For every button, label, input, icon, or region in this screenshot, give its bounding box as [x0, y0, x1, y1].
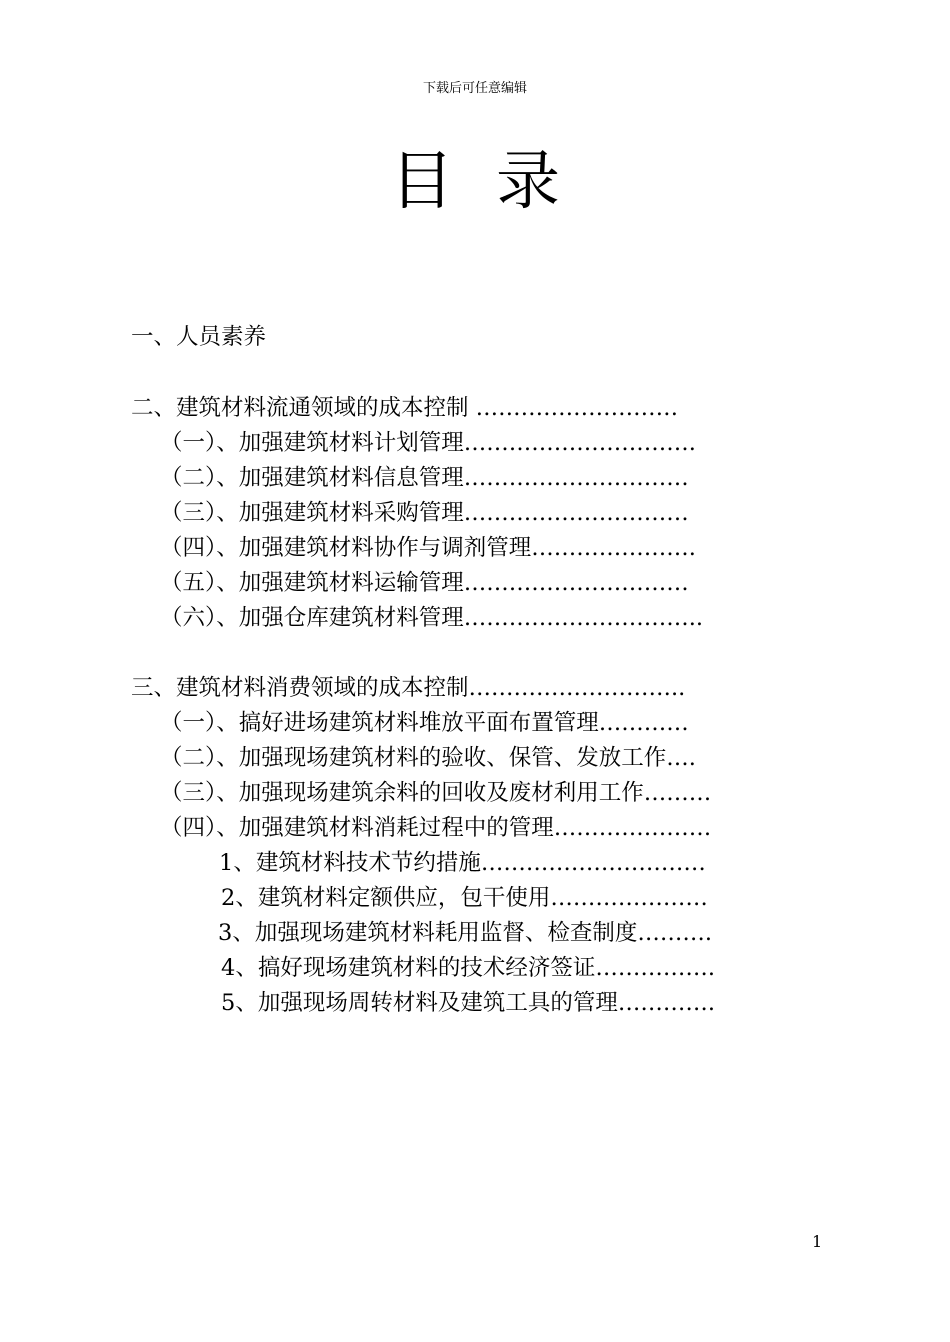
toc-item-2-2[interactable]: （二）、加强建筑材料信息管理…………………………	[160, 465, 689, 491]
toc-subitem-3[interactable]: 3、加强现场建筑材料耗用监督、检查制度……….	[218, 920, 712, 946]
toc-item-2-6[interactable]: （六）、加强仓库建筑材料管理…………………………..	[160, 605, 704, 631]
toc-item-3-1[interactable]: （一）、搞好进场建筑材料堆放平面布置管理…………	[160, 710, 689, 736]
toc-item-3-4[interactable]: （四）、加强建筑材料消耗过程中的管理…………………	[160, 815, 712, 841]
toc-item-3-3[interactable]: （三）、加强现场建筑余料的回收及废材利用工作………	[160, 780, 712, 806]
toc-subitem-1[interactable]: 1、建筑材料技术节约措施…………………………	[219, 850, 706, 876]
toc-section-2[interactable]: 二、建筑材料流通领域的成本控制 ………………………	[131, 395, 679, 421]
toc-subitem-4[interactable]: 4、搞好现场建筑材料的技术经济签证…………….	[221, 955, 715, 981]
header-note: 下载后可任意编辑	[422, 81, 527, 96]
toc-subitem-2[interactable]: 2、建筑材料定额供应，包干使用…………………	[221, 885, 708, 911]
toc-item-2-1[interactable]: （一）、加强建筑材料计划管理………………………….	[160, 430, 696, 456]
toc-item-2-4[interactable]: （四）、加强建筑材料协作与调剂管理………………….	[160, 535, 696, 561]
toc-item-2-3[interactable]: （三）、加强建筑材料采购管理…………………………	[160, 500, 689, 526]
toc-section-3[interactable]: 三、建筑材料消费领域的成本控制………………………..	[131, 675, 686, 701]
toc-subitem-5[interactable]: 5、加强现场周转材料及建筑工具的管理………….	[221, 990, 715, 1016]
toc-section-1[interactable]: 一、人员素养	[131, 324, 267, 350]
toc-item-3-2[interactable]: （二）、加强现场建筑材料的验收、保管、发放工作….	[160, 745, 696, 771]
page-title: 目录	[390, 145, 602, 219]
toc-item-2-5[interactable]: （五）、加强建筑材料运输管理…………………………	[160, 570, 689, 596]
page-number: 1	[812, 1232, 823, 1251]
